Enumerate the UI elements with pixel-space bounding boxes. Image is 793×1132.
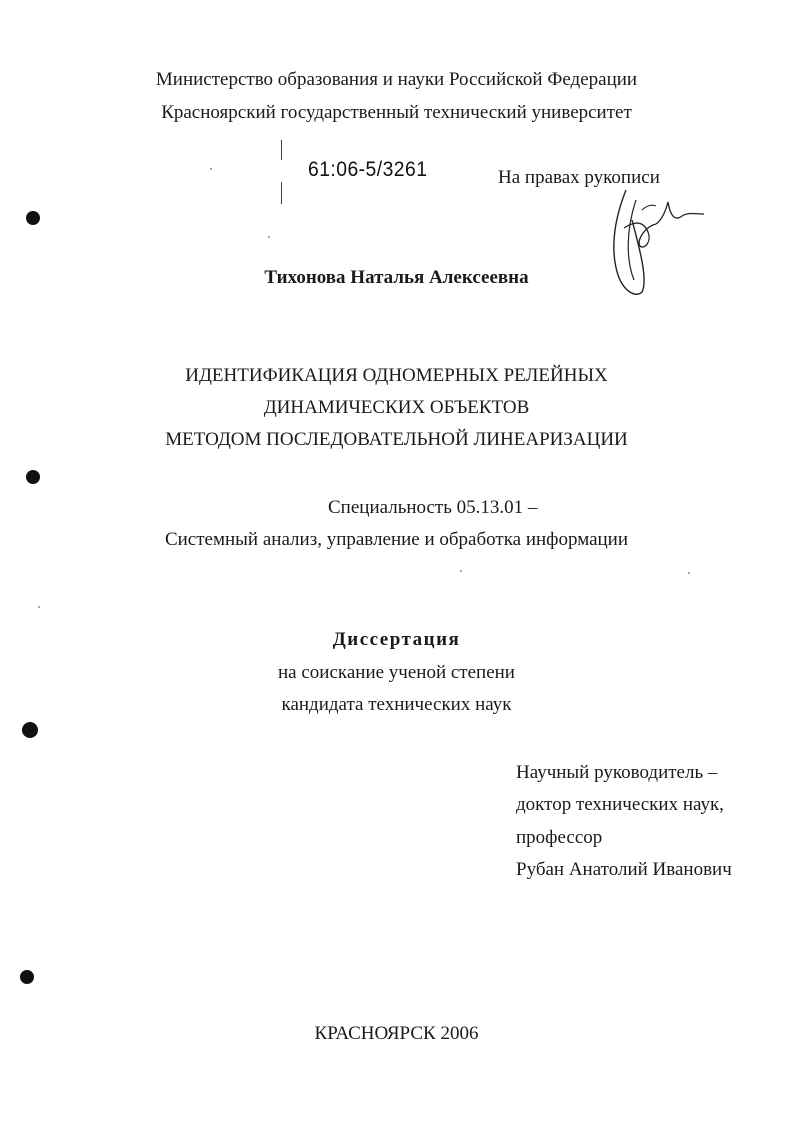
- specialty-line-2: Системный анализ, управление и обработка информации: [164, 529, 629, 550]
- punch-hole-icon: [26, 470, 40, 484]
- scan-speck: [38, 606, 40, 608]
- scan-speck: [268, 236, 270, 238]
- ministry-line: Министерство образования и науки Российской Федерации: [155, 69, 638, 90]
- dissertation-line-2: кандидата технических наук: [281, 694, 512, 715]
- title-line-1: ИДЕНТИФИКАЦИЯ ОДНОМЕРНЫХ РЕЛЕЙНЫХ: [185, 365, 608, 386]
- punch-hole-icon: [20, 970, 34, 984]
- university-line: Красноярский государственный технический университет: [161, 102, 632, 123]
- dissertation-line-1: на соискание ученой степени: [278, 662, 515, 683]
- manuscript-note: На правах рукописи: [498, 167, 660, 188]
- supervisor-degree: доктор технических наук,: [516, 794, 724, 815]
- supervisor-role: Научный руководитель –: [516, 762, 718, 783]
- library-stamp-code: 61:06-5/3261: [308, 158, 428, 181]
- dissertation-heading: Диссертация: [332, 629, 461, 650]
- title-line-2: ДИНАМИЧЕСКИХ ОБЪЕКТОВ: [263, 397, 530, 418]
- supervisor-rank: профессор: [516, 827, 603, 848]
- stamp-tick-top: [281, 140, 282, 160]
- stamp-tick-bottom: [281, 182, 282, 204]
- scan-speck: [688, 572, 690, 574]
- scan-speck: [210, 168, 212, 170]
- supervisor-name: Рубан Анатолий Иванович: [516, 859, 732, 880]
- scan-speck: [460, 570, 462, 572]
- punch-hole-icon: [22, 722, 38, 738]
- punch-hole-icon: [26, 211, 40, 225]
- city-year: КРАСНОЯРСК 2006: [314, 1023, 479, 1044]
- specialty-line-1: Специальность 05.13.01 –: [328, 497, 538, 518]
- author-name: Тихонова Наталья Алексеевна: [264, 267, 529, 288]
- title-line-3: МЕТОДОМ ПОСЛЕДОВАТЕЛЬНОЙ ЛИНЕАРИЗАЦИИ: [165, 429, 628, 450]
